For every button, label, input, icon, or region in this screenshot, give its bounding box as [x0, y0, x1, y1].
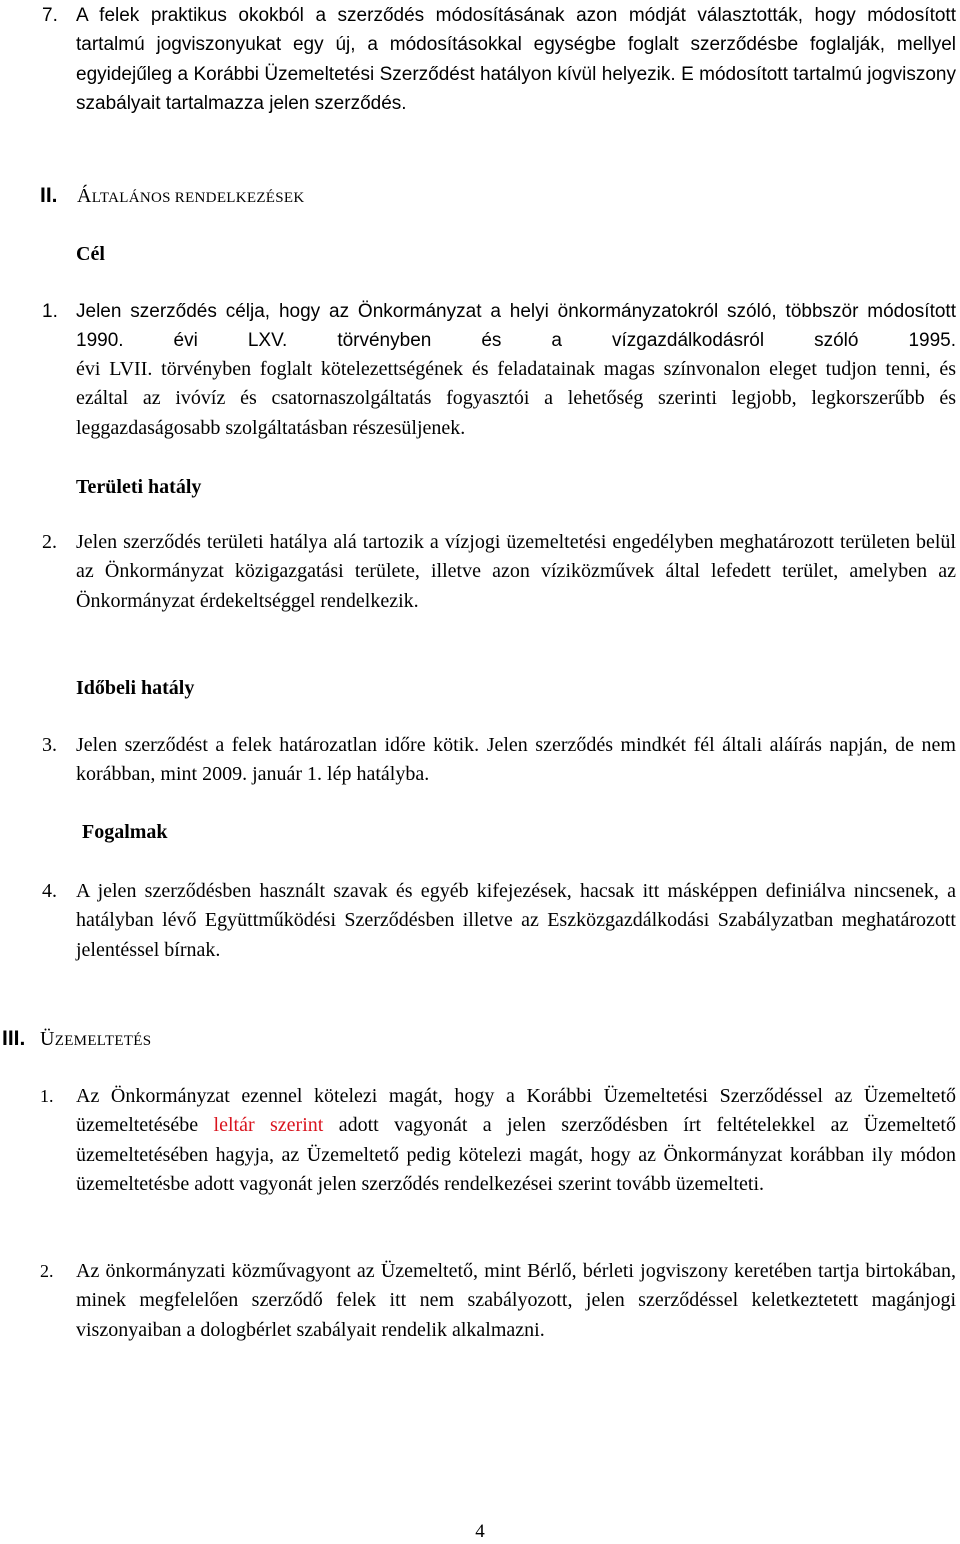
paragraph-number: 4.: [42, 880, 57, 902]
paragraph-number: 7.: [42, 5, 58, 26]
section-title-initial: Á: [77, 185, 92, 207]
section-title: [40, 1025, 151, 1055]
paragraph-number: 2.: [42, 531, 57, 553]
paragraph-number: 2.: [40, 1261, 54, 1281]
paragraph-text: [76, 1082, 956, 1199]
paragraph-text: Jelen szerződés területi hatálya alá tartozik a vízjogi üzemeltetési engedélyben meghatározott területen belül az Önkormányzat közigazgatási területe, illetve azon víziközművek által lefedett terület, amelyben az Önkormányzat érdekeltséggel rendelkezik.: [76, 531, 956, 612]
section-number: III.: [2, 1027, 26, 1050]
paragraph-text-part: Az Önkormányzat ezennel kötelezi magát, hogy a Korábbi Üzemeltetési Szerződéssel az Üzemeltető üzemeltetésébe: [76, 1085, 956, 1137]
section-title-rest: ZEMELTETÉS: [54, 1033, 152, 1049]
paragraph-text: évi LVII. törvényben foglalt kötelezettségének és feladatainak magas színvonalon eleget tudjon tenni, és ezáltal az ivóvíz és csatornaszolgáltatás fogyasztói a lehetőség szerinti legjobb, legkorszerűbb és leggazdaságosabb szolgáltatásban részesüljenek.: [76, 358, 956, 439]
paragraph-text: Jelen szerződés célja, hogy az Önkormányzat a helyi önkormányzatokról szóló, többször módosított 1990. évi LXV. törvényben és a vízgazdálkodásról szóló 1995.: [76, 301, 956, 352]
section-title-initial: Ü: [40, 1028, 55, 1050]
paragraph-text: A felek praktikus okokból a szerződés módosításának azon módját választották, hogy módosított tartalmú jogviszonyukat egy új, a módosításokkal egységbe foglalt szerződésbe foglalják, mellyel egyidejűleg a Korábbi Üzemeltetési Szerződést hatályon kívül helyezik. E módosított tartalmú jogviszony szabályait tartalmazza jelen szerződés.: [76, 5, 956, 114]
subsection-heading: Cél: [76, 243, 105, 265]
section-number: II.: [40, 184, 58, 207]
paragraph-text: Jelen szerződést a felek határozatlan időre kötik. Jelen szerződés mindkét fél általi aláírás napján, de nem korábban, mint 2009. január 1. lép hatályba.: [76, 734, 956, 786]
section-title-rest: LTALÁNOS RENDELKEZÉSEK: [91, 190, 305, 206]
paragraph-number: 3.: [42, 734, 57, 756]
paragraph-text: A jelen szerződésben használt szavak és egyéb kifejezések, hacsak itt másképpen definiálva nincsenek, a hatályban lévő Együttműködési Szerződésben illetve az Eszközgazdálkodási Szabályzatban meghatározott jelentéssel bírnak.: [76, 880, 956, 961]
subsection-heading: Területi hatály: [76, 476, 202, 498]
paragraph-text-part: adott vagyonát a jelen szerződésben írt feltételekkel az Üzemeltető üzemeltetésében hagyja, az Üzemeltető pedig kötelezi magát, hogy az Önkormányzat korábban ily módon üzemeltetésbe adott vagyonát jelen szerződés rendelkezései szerint tovább üzemelteti.: [76, 1114, 956, 1195]
subsection-heading: Fogalmak: [82, 821, 168, 843]
paragraph-text: Az önkormányzati közművagyont az Üzemeltető, mint Bérlő, bérleti jogviszony keretében tartja birtokában, minek megfelelően szerződő felek itt nem szabályozott, jelen szerződéssel keletkeztetett magánjogi viszonyaiban a dologbérlet szabályait rendelik alkalmazni.: [76, 1260, 956, 1341]
paragraph-number: 1.: [42, 301, 58, 322]
section-title: [77, 182, 305, 212]
highlighted-text: leltár szerint: [213, 1114, 324, 1137]
paragraph-number: 1.: [40, 1086, 54, 1106]
page-number: 4: [475, 1521, 485, 1542]
subsection-heading: Időbeli hatály: [76, 677, 195, 699]
